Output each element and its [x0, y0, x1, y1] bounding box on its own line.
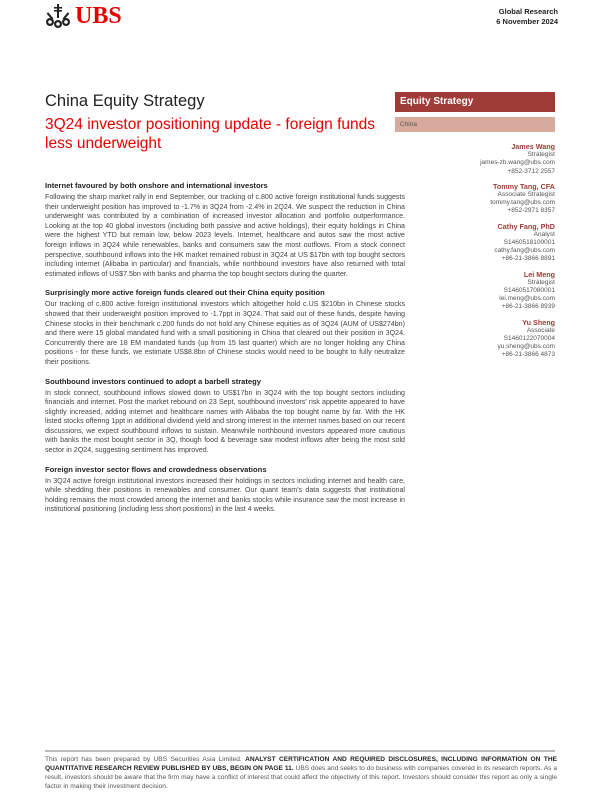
analyst-list	[395, 143, 555, 360]
analyst-name: James Wang	[511, 142, 555, 151]
analyst-card	[395, 271, 555, 312]
analyst-role: Associate	[526, 326, 555, 334]
analyst-card	[395, 223, 555, 264]
section-heading: Surprisingly more active foreign funds cleared out their China equity position	[45, 288, 325, 298]
analyst-license: S1460517080001	[503, 287, 555, 295]
footer-disclaimer: UBS does and seeks to do business with companies covered in its research reports. As a result, investors should be aware that the firm may have a conflict of interest that could affect the objectivity of this report. Investors should consider this report as only a single factor in making their investment decision.	[45, 765, 557, 790]
analyst-name: Yu Sheng	[522, 317, 555, 327]
analyst-card	[395, 183, 555, 216]
section-heading: Foreign investor sector flows and crowdedness observations	[45, 464, 267, 474]
analyst-email[interactable]: lei.meng@ubs.com	[499, 295, 555, 303]
section-funds-cleared-out	[45, 288, 405, 367]
analyst-email[interactable]: yu.sheng@ubs.com	[497, 343, 555, 351]
section-body: Our tracking of c.800 active foreign institutional investors which altogether hold c.US $210bn in Chinese stocks showed that their underweight position improved to -1.7ppt in 3Q24. That said out of these funds, despite having Chinese stocks in their benchmark c.200 funds do not hold any Chinese equities as of 3Q24 (AUM of US$274bn) and there were 15 global mandated fund with a small positioning in China that cleared out their position in 3Q24. Concurrently there are 18 EM mandated funds (up from 15 last quarter) which are no longer holding any China positions - for these funds, we estimate US$8.8bn of Chinese stocks would need to be bought to fully neutralize their positions.	[45, 300, 405, 366]
disclosure-footer	[45, 755, 557, 791]
section-internet-favoured	[45, 181, 405, 279]
analyst-name: Cathy Fang, PhD	[497, 221, 555, 231]
research-division: Global Research	[498, 7, 558, 16]
section-body: In 3Q24 active foreign institutional investors increased their holdings in sectors including internet and health care, while shedding their positions in renewables and consumer. Our quant team's data suggests that institutional holding remains the most crowded among the internet and banks stocks while insurance saw the most increase in institutional positioning (including less short positions) in the last 4 weeks.	[45, 476, 405, 514]
analyst-phone: +86-21-3866 8891	[501, 255, 555, 263]
analyst-card	[395, 143, 555, 176]
analyst-license: S1460122070004	[503, 335, 555, 343]
ubs-three-keys-icon	[45, 3, 71, 29]
footer-certification-notice: ANALYST CERTIFICATION AND REQUIRED DISCLOSURES, INCLUDING INFORMATION ON THE QUANTITATIVE RESEARCH REVIEW PUBLISHED BY UBS, BEGIN ON PAGE 11.	[45, 756, 557, 772]
sector-label: Equity Strategy	[395, 92, 555, 112]
analyst-role: Analyst	[533, 230, 555, 238]
analyst-email[interactable]: james-zb.wang@ubs.com	[480, 159, 555, 167]
footer-intro: This report has been prepared by UBS Securities Asia Limited.	[45, 756, 242, 763]
region-label: China	[395, 117, 555, 132]
sidebar	[395, 92, 555, 367]
report-header-meta	[496, 7, 558, 27]
analyst-email[interactable]: tommy.tang@ubs.com	[490, 199, 555, 207]
analyst-role: Strategist	[527, 278, 555, 286]
report-title: China Equity Strategy	[45, 92, 205, 110]
analyst-phone: +86-21-3866 4873	[501, 351, 555, 359]
analyst-email[interactable]: cathy.fang@ubs.com	[494, 247, 555, 255]
section-sector-flows	[45, 465, 405, 515]
analyst-role: Strategist	[527, 151, 555, 159]
analyst-role: Associate Strategist	[497, 191, 555, 199]
analyst-phone: +852-3712 2557	[507, 167, 555, 175]
report-date: 6 November 2024	[496, 17, 558, 26]
section-heading: Internet favoured by both onshore and international investors	[45, 181, 268, 190]
section-heading: Southbound investors continued to adopt a barbell strategy	[45, 376, 262, 386]
report-body	[45, 181, 405, 524]
section-southbound-barbell	[45, 377, 405, 456]
ubs-wordmark: UBS	[75, 3, 122, 29]
analyst-license: S1460518100001	[503, 239, 555, 247]
analyst-phone: +852-2971 8357	[507, 207, 555, 215]
analyst-name: Tommy Tang, CFA	[492, 181, 555, 191]
analyst-phone: +86-21-3866 8939	[501, 303, 555, 311]
report-subtitle: 3Q24 investor positioning update - foreign funds less underweight	[45, 116, 376, 152]
analyst-card	[395, 319, 555, 360]
section-body: Following the sharp market rally in end September, our tracking of c.800 active foreign institutional funds suggests their underweight position has improved to -1.7% in 3Q24 from -2.4% in 2Q24. We suspect the reduction in China underweight was contributed by a combination of increased investor allocation and portfolio outperformance. Looking at the top 40 global investors (including both passive and active holdings), their equity holdings in China were the highest YTD but remain low, below 2023 levels. Internet, healthcare and autos saw the most active foreign inflows in 3Q24 while renewables, banks and consumers saw the most outflows. From a stock connect perspective, southbound inflows into the HK market remained robust in 3Q24 at US $17bn with top bought sectors including internet (Alibaba in particular) and financials, while northbound investors have also returned with total estimated inflows of US$7.5bn with banks and pharma the top bought sectors during the quarter.	[45, 193, 405, 278]
ubs-logo	[45, 3, 122, 29]
section-body: In stock connect, southbound inflows slowed down to US$17bn in 3Q24 with the top bought sectors including financials and internet. Post the market rebound on 23 Sept, southbound investors' risk appetite appeared to have slightly increased, adding internet and healthcare names with Alibaba the top bought name by far. With the HK listed stocks offering 1ppt in additional dividend yield and strong interest in the internet names based on our recent discussions, we expect southbound inflows to sustain. Meanwhile northbound investors appeared more cautious with banks the most bought sector in 3Q, though food & beverage saw modest inflows after being the most sold sector in 2Q24, suggesting sentiment has improved.	[45, 388, 405, 455]
analyst-name: Lei Meng	[523, 269, 555, 279]
footer-divider	[45, 750, 555, 752]
